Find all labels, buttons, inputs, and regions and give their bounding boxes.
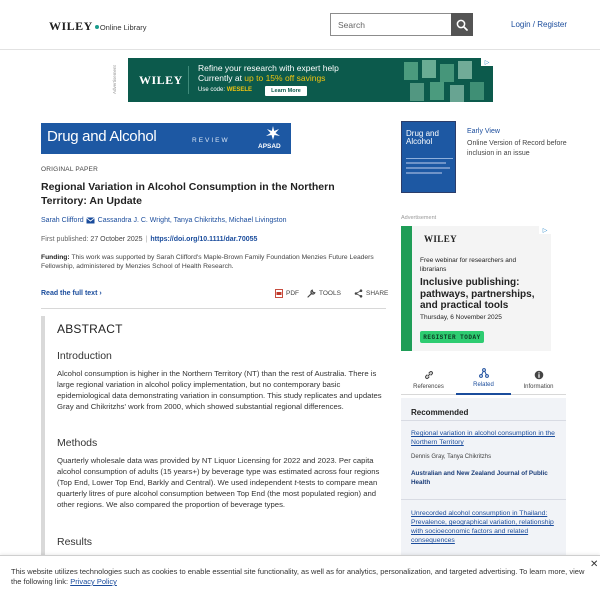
methods-heading: Methods (57, 437, 98, 449)
wiley-online-library-logo[interactable] (49, 19, 147, 34)
side-ad-stripe (401, 226, 412, 351)
tab-references[interactable] (401, 365, 456, 395)
cover-rule (406, 158, 453, 159)
recommended-divider-2 (401, 499, 566, 500)
tab-related-label: Related (473, 382, 494, 388)
top-ad-line2-prefix: Currently at (198, 73, 245, 83)
top-ad-code (198, 87, 252, 93)
side-ad-label: Advertisement (401, 215, 437, 221)
logo-wiley-text: WILEY (49, 19, 93, 33)
register-today-button[interactable]: REGISTER TODAY (420, 331, 484, 343)
recommended-item-1-journal[interactable]: Australian and New Zealand Journal of Public Health (411, 470, 548, 486)
privacy-policy-link[interactable]: Privacy Policy (70, 577, 117, 586)
site-header (0, 0, 600, 50)
apsad-logo-icon (265, 126, 281, 140)
side-ad-headline: Inclusive publishing: pathways, partnerships, and practical tools (420, 277, 535, 311)
author-links-rest[interactable]: Cassandra J. C. Wright, Tanya Chikritzhs, Michael Livingston (97, 217, 287, 224)
share-icon (354, 289, 363, 298)
top-ad-code-prefix: Use code: (198, 87, 227, 93)
search-icon (456, 19, 468, 31)
cover-title: Drug and Alcohol (406, 129, 439, 146)
recommended-panel (401, 398, 566, 558)
actions-divider (41, 308, 386, 309)
author-list (41, 217, 287, 224)
side-advertisement[interactable] (401, 226, 551, 351)
top-ad-brand: WILEY (139, 73, 183, 87)
introduction-heading: Introduction (57, 350, 112, 362)
recommended-item-1-authors: Dennis Gray, Tanya Chikritzhs (411, 454, 492, 460)
article-actions (41, 288, 389, 302)
cookie-text (11, 567, 591, 587)
doi-link[interactable]: https://doi.org/10.1111/dar.70055 (150, 236, 258, 243)
first-published-label: First published: (41, 236, 91, 243)
learn-more-button[interactable]: Learn More (265, 86, 307, 96)
tools-button[interactable] (307, 289, 341, 298)
read-full-text-link[interactable] (41, 290, 102, 297)
side-ad-date: Thursday, 6 November 2025 (420, 314, 502, 321)
recommended-divider (401, 420, 566, 421)
methods-text-italic: t (294, 478, 297, 487)
recommended-item-2-title[interactable]: Unrecorded alcohol consumption in Thailand: Prevalence, geographical variation, relationship with socioeconomic factors and related consequences (411, 510, 554, 544)
recommended-heading: Recommended (411, 408, 469, 417)
share-button[interactable] (354, 289, 388, 298)
author-link-first[interactable]: Sarah Clifford (41, 217, 84, 224)
pdf-button[interactable] (275, 289, 299, 298)
pub-separator: | (145, 236, 148, 243)
journal-banner-review: REVIEW (192, 137, 230, 144)
version-info: Online Version of Record before inclusion in an issue (467, 140, 567, 157)
cookie-message: This website utilizes technologies such as cookies to enable essential site functionality, as well as for analytics, personalization, and targeted advertising. To learn more, view the following link: (11, 567, 585, 586)
top-ad-document-graphic (396, 58, 493, 102)
search-box (330, 13, 473, 36)
pdf-label: PDF (286, 290, 299, 297)
search-button[interactable] (451, 13, 473, 36)
top-ad-label: Advertisement (112, 65, 117, 95)
funding-label: Funding: (41, 254, 72, 261)
tab-information[interactable] (511, 365, 566, 395)
pdf-icon (275, 289, 283, 298)
top-ad-separator (188, 66, 189, 94)
cover-line-2 (406, 167, 450, 169)
funding-text: This work was supported by Sarah Clifford's Maple-Brown Family Foundation Menzies Future Leaders Fellowship, administered by Menzies School of Health Research. (41, 254, 374, 270)
top-ad-line2 (198, 73, 339, 83)
side-ad-brand: WILEY (424, 234, 458, 244)
tab-information-label: Information (523, 384, 554, 390)
introduction-text: Alcohol consumption is higher in the Northern Territory (NT) than the rest of Australia. There is large regional variation in alcohol policy implementation, but no contemporary basic epidemiological data demonstrating variation in consumption. This study replicates and updates Gray and Chikritzhs' work from 2000, which showed substantial regional differences. (57, 369, 382, 411)
close-icon[interactable]: ✕ (590, 559, 599, 570)
first-published-date: 27 October 2025 (90, 236, 143, 243)
journal-banner-apsad: APSAD (258, 143, 281, 150)
sidebar-tabs (401, 365, 566, 395)
abstract-section (41, 316, 386, 556)
top-advertisement[interactable] (128, 58, 493, 102)
publication-info (41, 236, 257, 243)
chevron-right-icon: › (99, 290, 102, 297)
tab-references-label: References (413, 384, 444, 390)
journal-cover-image[interactable] (401, 121, 456, 193)
tools-label: TOOLS (319, 290, 341, 297)
side-ad-line1: Free webinar for researchers and librarians (420, 257, 517, 273)
article-title: Regional Variation in Alcohol Consumption in the Northern Territory: An Update (41, 181, 335, 207)
email-icon[interactable] (86, 217, 95, 224)
logo-online-library-text: Online Library (99, 23, 147, 32)
results-heading: Results (57, 536, 93, 548)
cookie-banner (0, 555, 600, 600)
article-type: ORIGINAL PAPER (41, 166, 98, 173)
top-ad-savings: up to 15% off savings (244, 73, 326, 83)
abstract-heading: ABSTRACT (57, 322, 123, 336)
top-ad-line1: Refine your research with expert help (198, 63, 339, 73)
cover-line-1 (406, 162, 446, 164)
share-label: SHARE (366, 290, 389, 297)
search-input[interactable] (330, 13, 451, 36)
network-icon (479, 368, 489, 378)
methods-text (57, 455, 390, 510)
journal-banner-title: Drug and Alcohol (47, 128, 157, 145)
funding-statement (41, 253, 386, 271)
top-ad-headline (198, 63, 339, 83)
info-icon (534, 370, 544, 380)
early-view-link[interactable]: Early View (467, 128, 500, 135)
methods-text-a: Quarterly wholesale data was provided by NT Liquor Licensing for 2022 and 2023. Per capita alcohol consumption of adults (15 years+) by beverage type was estimated across four regions (Top End, Lower Top End, Barkly and Central). We used independent (57, 456, 380, 487)
tab-related[interactable] (456, 365, 511, 395)
login-register-link[interactable]: Login / Register (511, 20, 568, 29)
link-icon (424, 370, 434, 380)
cover-line-3 (406, 172, 442, 174)
journal-banner[interactable] (41, 123, 291, 154)
side-adchoices-icon[interactable]: ▷ (539, 226, 551, 234)
recommended-item-1-title[interactable]: Regional variation in alcohol consumption in the Northern Territory (411, 430, 555, 446)
adchoices-icon[interactable]: ▷ (481, 58, 493, 66)
logo-dot-icon (95, 25, 99, 29)
top-ad-code-value: WESELE (226, 87, 253, 93)
wrench-icon (307, 289, 316, 298)
read-full-text-label: Read the full text (41, 290, 98, 297)
methods-text-b: -tests to compare mean quarterly litres of pure alcohol consumption between Top End (the most populated region) and other regions. We also compared the proportion of beverage types. (57, 478, 378, 509)
